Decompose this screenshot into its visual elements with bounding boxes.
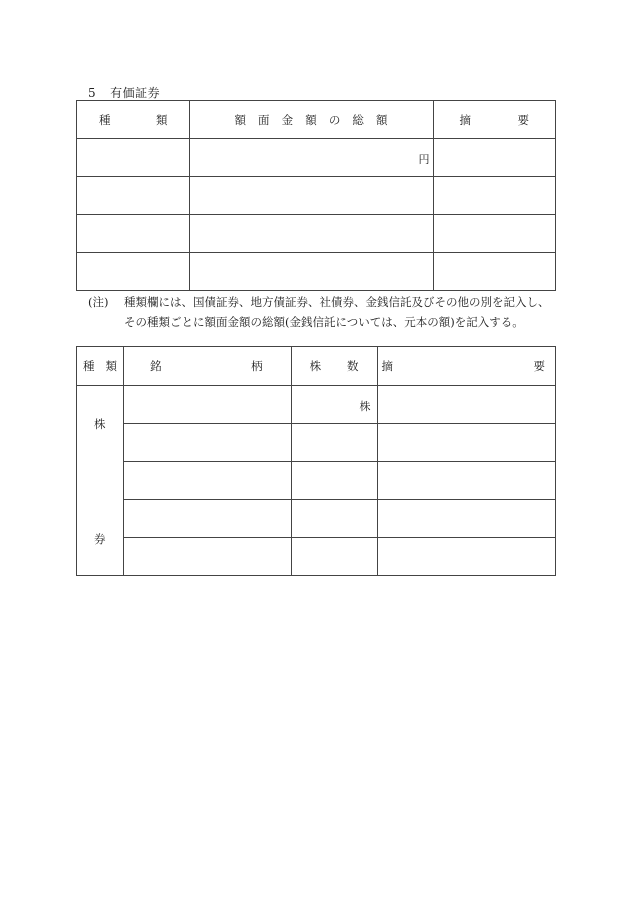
header-remarks-text xyxy=(434,112,555,128)
remarks-cell[interactable] xyxy=(377,424,556,462)
header-char: 額 xyxy=(234,112,246,127)
header-char: 数 xyxy=(347,359,359,373)
remarks-cell[interactable] xyxy=(433,139,555,177)
header-char: 総 xyxy=(352,112,364,127)
header-char: 類 xyxy=(105,359,117,373)
header-char: 面 xyxy=(258,112,270,127)
table-row xyxy=(77,424,556,462)
section-heading xyxy=(88,84,160,101)
stocks-table xyxy=(76,346,556,576)
header-amount-text xyxy=(190,112,432,128)
table-row xyxy=(77,386,556,424)
remarks-cell[interactable] xyxy=(433,177,555,215)
amount-cell[interactable] xyxy=(190,139,433,177)
brand-cell[interactable] xyxy=(123,386,291,424)
shares-cell[interactable] xyxy=(291,462,377,500)
table-row xyxy=(77,139,556,177)
brand-cell[interactable] xyxy=(123,424,291,462)
remarks-cell[interactable] xyxy=(433,215,555,253)
shares-cell[interactable] xyxy=(291,386,377,424)
table-row xyxy=(77,177,556,215)
note-text-1: 種類欄には、国債証券、地方債証券、社債券、金銭信託及びその他の別を記入し、 xyxy=(124,295,550,309)
header-char: 種 xyxy=(83,359,95,373)
table-row xyxy=(77,253,556,291)
header-char: 株 xyxy=(309,359,322,373)
header-char: 要 xyxy=(533,359,545,373)
kind-cell[interactable] xyxy=(77,215,190,253)
header-remarks xyxy=(377,347,556,386)
header-char: 種 xyxy=(99,112,111,127)
amount-cell[interactable] xyxy=(190,215,433,253)
header-char: 金 xyxy=(281,112,294,127)
table-row xyxy=(77,215,556,253)
header-char: 額 xyxy=(305,112,317,127)
remarks-cell[interactable] xyxy=(433,253,555,291)
table-row xyxy=(77,538,556,576)
note xyxy=(88,292,550,332)
header-kind-text xyxy=(77,112,189,128)
header-kind xyxy=(77,101,190,139)
header-char: の xyxy=(328,112,341,127)
header-kind-text xyxy=(77,358,123,374)
header-remarks xyxy=(433,101,555,139)
header-shares xyxy=(291,347,377,386)
shares-cell[interactable] xyxy=(291,424,377,462)
header-kind xyxy=(77,347,124,386)
remarks-cell[interactable] xyxy=(377,462,556,500)
table-header-row xyxy=(77,347,556,386)
amount-cell[interactable] xyxy=(190,177,433,215)
brand-cell[interactable] xyxy=(123,538,291,576)
yen-unit: 円 xyxy=(418,153,430,166)
section-title: 有価証券 xyxy=(110,86,161,100)
remarks-cell[interactable] xyxy=(377,500,556,538)
amount-cell[interactable] xyxy=(190,253,433,291)
kind-label-bottom: 券 xyxy=(94,532,106,546)
remarks-cell[interactable] xyxy=(377,538,556,576)
shares-cell[interactable] xyxy=(291,500,377,538)
header-remarks-text xyxy=(378,358,556,374)
header-brand-text xyxy=(124,358,291,374)
shares-cell[interactable] xyxy=(291,538,377,576)
section-number: 5 xyxy=(88,86,97,100)
note-label: (注) xyxy=(88,295,109,309)
header-shares-text xyxy=(292,358,377,374)
kind-label-top: 株 xyxy=(94,417,106,431)
kind-cell[interactable] xyxy=(77,177,190,215)
header-brand xyxy=(123,347,291,386)
header-char: 柄 xyxy=(251,359,263,373)
kind-cell[interactable] xyxy=(77,253,190,291)
header-char: 摘 xyxy=(381,359,393,373)
header-amount xyxy=(190,101,433,139)
brand-cell[interactable] xyxy=(123,462,291,500)
table-header-row xyxy=(77,101,556,139)
remarks-cell[interactable] xyxy=(377,386,556,424)
note-line-1 xyxy=(88,292,550,312)
table-row xyxy=(77,462,556,500)
header-char: 銘 xyxy=(149,359,162,373)
stock-kind-cell xyxy=(77,386,124,576)
note-line-2: その種類ごとに額面金額の総額(金銭信託については、元本の額)を記入する。 xyxy=(124,315,524,329)
securities-table xyxy=(76,100,556,291)
header-char: 摘 xyxy=(459,112,472,127)
header-char: 類 xyxy=(155,112,168,127)
header-char: 額 xyxy=(376,112,388,127)
brand-cell[interactable] xyxy=(123,500,291,538)
kind-cell[interactable] xyxy=(77,139,190,177)
header-char: 要 xyxy=(517,112,529,127)
shares-unit: 株 xyxy=(359,400,371,413)
table-row xyxy=(77,500,556,538)
